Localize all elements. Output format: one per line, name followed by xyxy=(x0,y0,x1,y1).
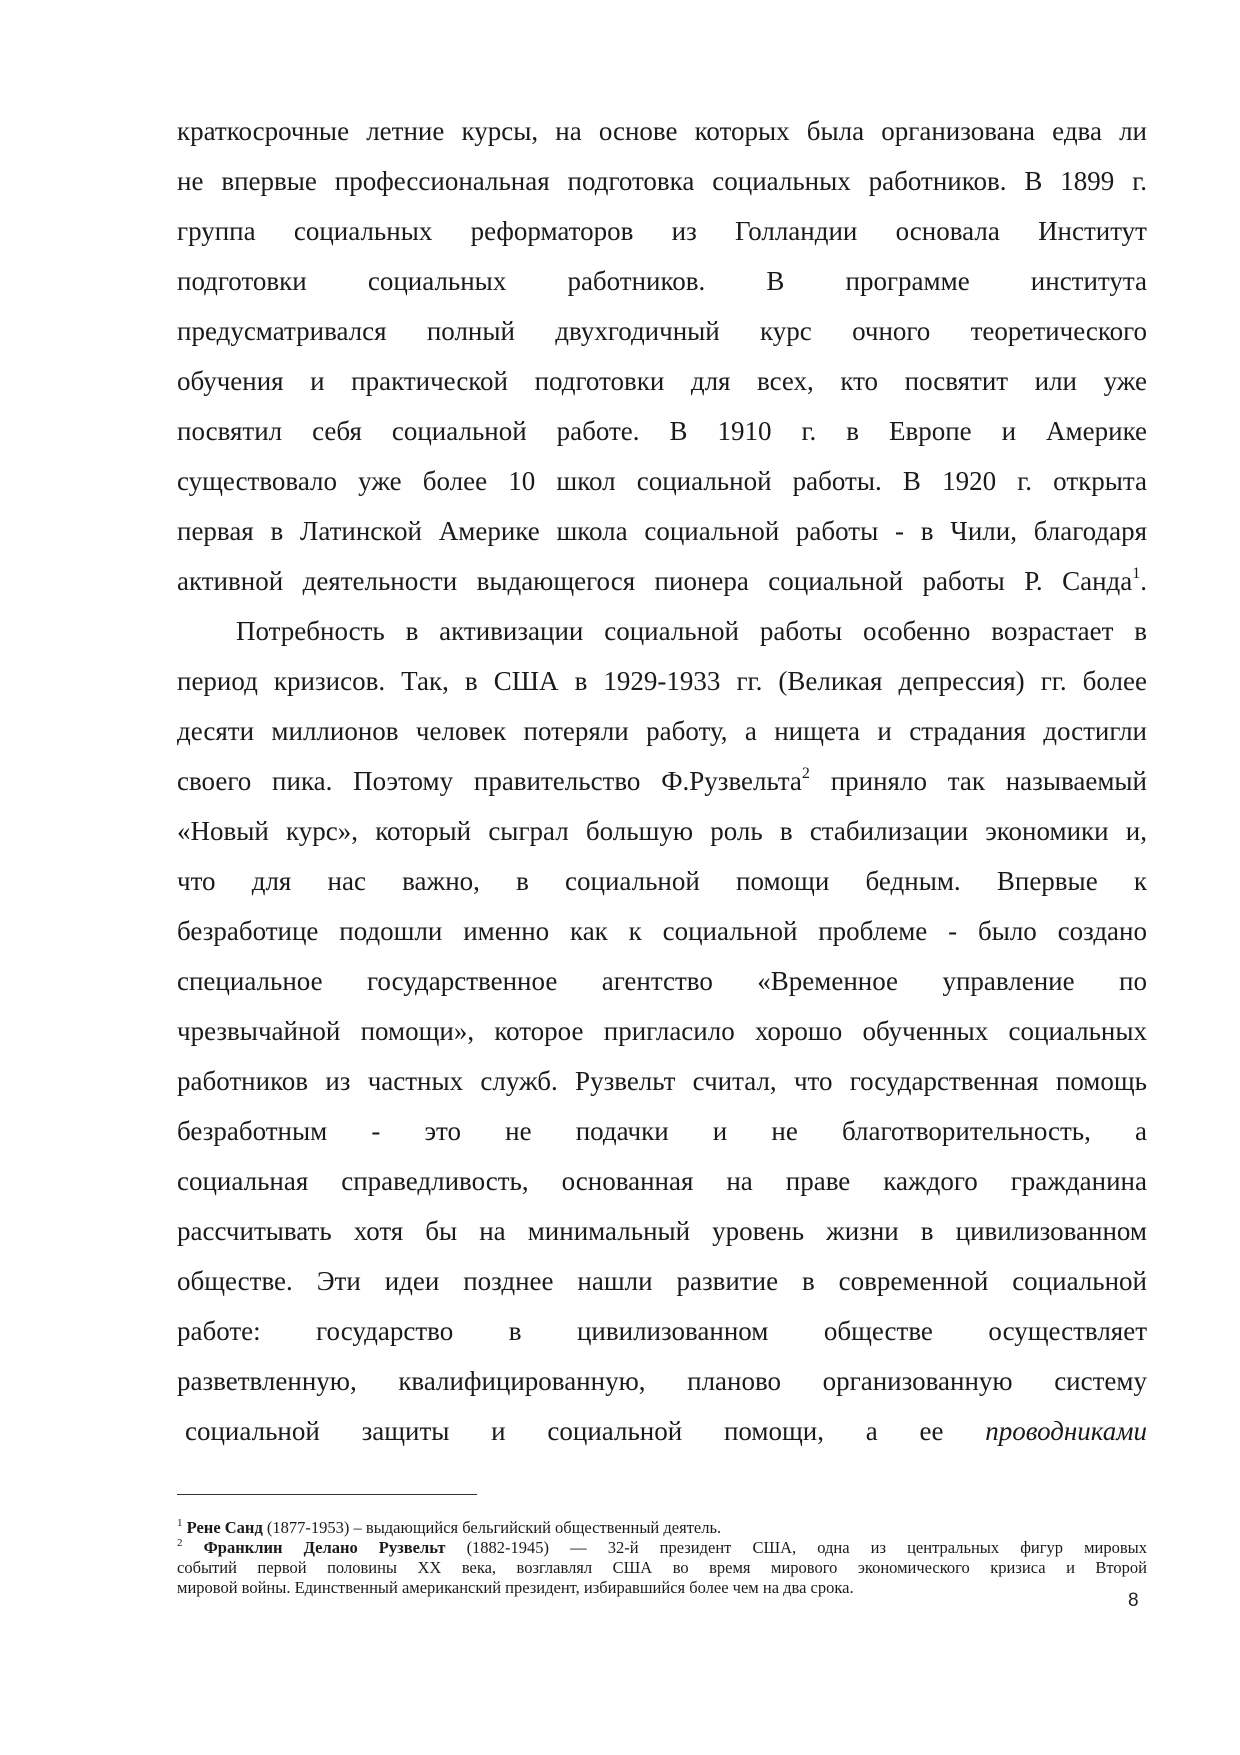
text-line: первая в Латинской Америке школа социальной работы - в Чили, благодаря xyxy=(177,516,1147,546)
text-line: группа социальных реформаторов из Голландии основала Институт xyxy=(177,216,1147,246)
text-line: разветвленную, квалифицированную, планово организованную систему xyxy=(177,1366,1147,1396)
text-line: краткосрочные летние курсы, на основе которых была организована едва ли xyxy=(177,116,1147,146)
text-line: работе: государство в цивилизованном обществе осуществляет xyxy=(177,1316,1147,1346)
footnote-2-name: Франклин Делано Рузвельт xyxy=(203,1538,446,1557)
text-line: социальной защиты и социальной помощи, а ее проводниками xyxy=(185,1416,1147,1446)
text-line: социальная справедливость, основанная на праве каждого гражданина xyxy=(177,1166,1147,1196)
footnote-ref-2[interactable]: 2 xyxy=(801,765,810,782)
footnote-2: $^2$ Франклин Делано Рузвельт (1882-1945) — 32-й президент США, одна из центральных фигур мировых xyxy=(177,1536,1148,1557)
footnote-1-name: Рене Санд xyxy=(186,1518,263,1537)
text-line: безработице подошли именно как к социальной проблеме - было создано xyxy=(177,916,1147,946)
text-line: активной деятельности выдающегося пионера социальной работы Р. Санда$^1$. xyxy=(177,565,1147,596)
paragraph-first-line: Потребность в активизации социальной работы особенно возрастает в xyxy=(236,616,1147,646)
page-number: 8 xyxy=(1128,1590,1139,1611)
footnote-2-cont: мировой войны. Единственный американский президент, избиравшийся более чем на два срока. xyxy=(177,1578,854,1597)
text-line: «Новый курс», который сыграл большую роль в стабилизации экономики и, xyxy=(177,816,1147,846)
text-line: работников из частных служб. Рузвельт считал, что государственная помощь xyxy=(177,1066,1147,1096)
text-line: предусматривался полный двухгодичный курс очного теоретического xyxy=(177,316,1147,346)
footnote-2-cont: событий первой половины XX века, возглавлял США во время мирового экономического кризиса и Второй xyxy=(177,1558,1147,1577)
text-line: чрезвычайной помощи», которое пригласило хорошо обученных социальных xyxy=(177,1016,1147,1046)
text-line: существовало уже более 10 школ социальной работы. В 1920 г. открыта xyxy=(177,466,1147,496)
text-line: десяти миллионов человек потеряли работу, а нищета и страдания достигли xyxy=(177,716,1147,746)
text-line: обучения и практической подготовки для всех, кто посвятит или уже xyxy=(177,366,1147,396)
text-line: не впервые профессиональная подготовка социальных работников. В 1899 г. xyxy=(177,166,1147,196)
text-line: своего пика. Поэтому правительство Ф.Рузвельта$^2$ приняло так называемый xyxy=(177,765,1148,796)
footnote-1: $^1$ Рене Санд (1877-1953) – выдающийся бельгийский общественный деятель. xyxy=(177,1516,722,1537)
footnote-separator xyxy=(177,1494,477,1495)
body-text xyxy=(177,106,1147,1456)
text-line: подготовки социальных работников. В программе института xyxy=(177,266,1147,296)
text-line: рассчитывать хотя бы на минимальный уровень жизни в цивилизованном xyxy=(177,1216,1147,1246)
text-line: специальное государственное агентство «Временное управление по xyxy=(177,966,1147,996)
text-line: период кризисов. Так, в США в 1929-1933 гг. (Великая депрессия) гг. более xyxy=(177,666,1147,696)
text-line: безработным - это не подачки и не благотворительность, а xyxy=(177,1116,1147,1146)
text-line: что для нас важно, в социальной помощи бедным. Впервые к xyxy=(177,866,1147,896)
text-line: обществе. Эти идеи позднее нашли развитие в современной социальной xyxy=(177,1266,1147,1296)
text-line: посвятил себя социальной работе. В 1910 г. в Европе и Америке xyxy=(177,416,1147,446)
footnote-ref-1[interactable]: 1 xyxy=(1132,565,1141,582)
footnotes xyxy=(177,1518,1147,1598)
italic-word: проводниками xyxy=(985,1416,1147,1446)
